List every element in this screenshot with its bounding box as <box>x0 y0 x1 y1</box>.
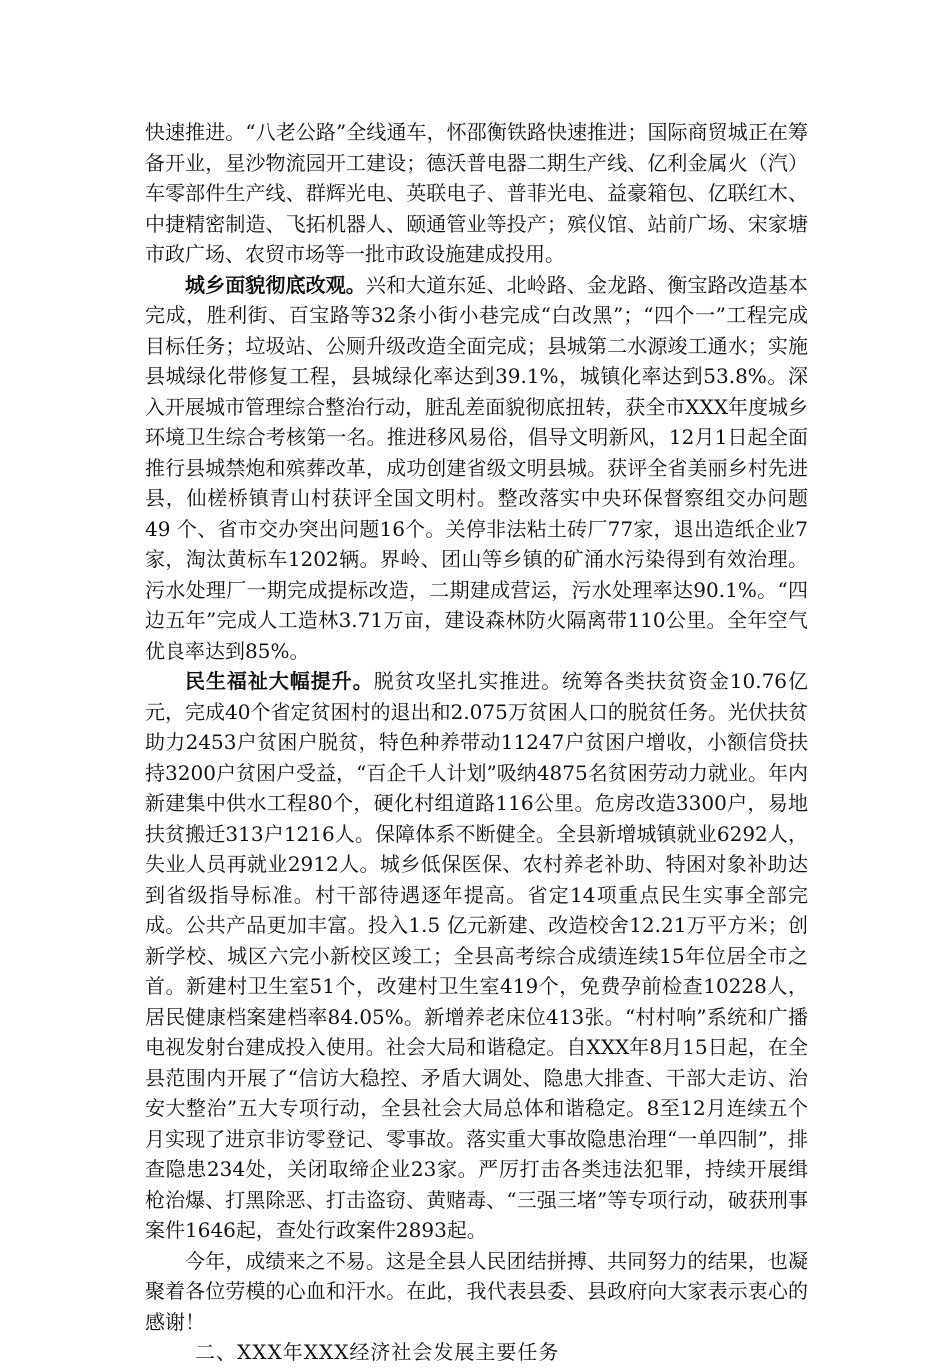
paragraph-lead: 城乡面貌彻底改观。 <box>185 272 366 297</box>
paragraph-text: 快速推进。“八老公路”全线通车，怀邵衡铁路快速推进；国际商贸城正在筹备开业，星沙物流园开工建设；德沃普电器二期生产线、亿利金属火（汽）车零部件生产线、群辉光电、英联电子、普菲光电、益豪箱包、亿联红木、中捷精密制造、飞拓机器人、颐通管业等投产；殡仪馆、站前广场、宋家塘市政广场、农贸市场等一批市政设施建成投用。 <box>145 120 808 266</box>
paragraph-text: 今年，成绩来之不易。这是全县人民团结拼搏、共同努力的结果，也凝聚着各位劳模的心血和汗水。在此，我代表县委、县政府向大家表示衷心的感谢！ <box>145 1248 808 1334</box>
section-heading: 二、XXX年XXX经济社会发展主要任务 <box>195 1340 560 1364</box>
paragraph-thanks <box>145 1246 808 1338</box>
document-page <box>145 117 808 1368</box>
paragraph-urban-rural <box>145 270 808 667</box>
paragraph-lead: 民生福祉大幅提升。 <box>185 669 374 693</box>
paragraph-progress-continued <box>145 117 808 270</box>
paragraph-livelihood <box>145 666 808 1246</box>
paragraph-text: 脱贫攻坚扎实推进。统筹各类扶贫资金10.76亿元，完成40个省定贫困村的退出和2.075万贫困人口的脱贫任务。光伏扶贫助力2453户贫困户脱贫，特色种养带动11247户贫困户增收，小额信贷扶持3200户贫困户受益，“百企千人计划”吸纳4875名贫困劳动力就业。年内新建集中供水工程80个，硬化村组道路116公里。危房改造3300户，易地扶贫搬迁313户1216人。保障体系不断健全。全县新增城镇就业6292人，失业人员再就业2912人。城乡低保医保、农村养老补助、特困对象补助达到省级指导标准。村干部待遇逐年提高。省定14项重点民生实事全部完成。公共产品更加丰富。投入1.5 亿元新建、改造校舍12.21万平方米；创新学校、城区六完小新校区竣工；全县高考综合成绩连续15年位居全市之首。新建村卫生室51个，改建村卫生室419个，免费孕前检查10228人，居民健康档案建档率84.05%。新增养老床位413张。“村村响”系统和广播电视发射台建成投入使用。社会大局和谐稳定。自XXX年8月15日起，在全县范围内开展了“信访大稳控、矛盾大调处、隐患大排查、干部大走访、治安大整治”五大专项行动，全县社会大局总体和谐稳定。8至12月连续五个月实现了进京非访零登记、零事故。落实重大事故隐患治理“一单四制”，排查隐患234处，关闭取缔企业23家。严厉打击各类违法犯罪，持续开展缉枪治爆、打黑除恶、打击盗窃、黄赌毒、“三强三堵”等专项行动，破获刑事案件1646起，查处行政案件2893起。 <box>145 669 808 1242</box>
paragraph-text: 兴和大道东延、北岭路、金龙路、衡宝路改造基本完成，胜利街、百宝路等32条小街小巷完成“白改黑”；“四个一”工程完成目标任务；垃圾站、公厕升级改造全面完成；县城第二水源竣工通水；实施县城绿化带修复工程，县城绿化率达到39.1%，城镇化率达到53.8%。深入开展城市管理综合整治行动，脏乱差面貌彻底扭转，获全市XXX年度城乡环境卫生综合考核第一名。推进移风易俗，倡导文明新风，12月1日起全面推行县城禁炮和殡葬改革，成功创建省级文明县城。获评全省美丽乡村先进县，仙槎桥镇青山村获评全国文明村。整改落实中央环保督察组交办问题49 个、省市交办突出问题16个。关停非法粘土砖厂77家，退出造纸企业7家，淘汰黄标车1202辆。界岭、团山等乡镇的矿涌水污染得到有效治理。污水处理厂一期完成提标改造，二期建成营运，污水处理率达90.1%。“四边五年”完成人工造林3.71万亩，建设森林防火隔离带110公里。全年空气优良率达到85%。 <box>145 272 809 663</box>
